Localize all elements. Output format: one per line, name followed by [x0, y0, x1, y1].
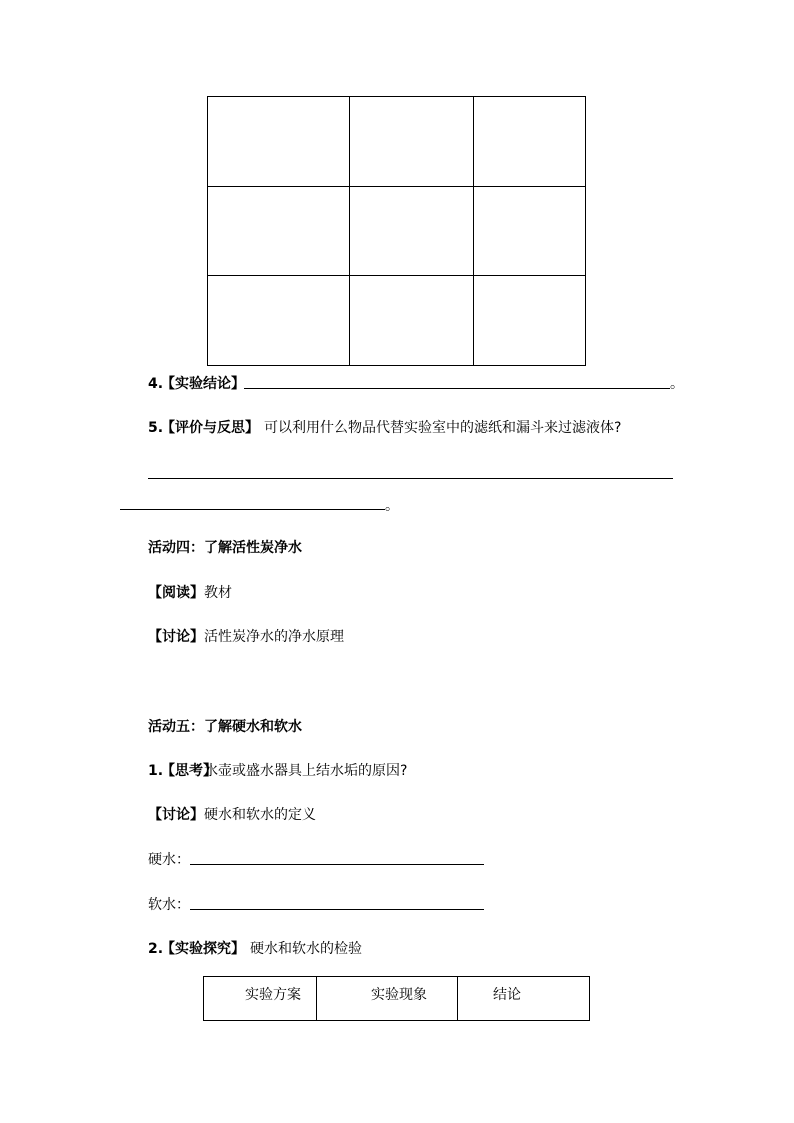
table-cell	[208, 276, 350, 366]
activity4-read-tag: 【阅读】	[148, 585, 204, 601]
table-header-cell	[204, 977, 317, 1021]
activity5-discuss-text: 硬水和软水的定义	[204, 807, 316, 823]
q4-end-mark: 。	[670, 376, 684, 392]
blank-answer-table	[207, 96, 586, 366]
table-cell	[474, 97, 586, 187]
activity5-think-text: 水壶或盛水器具上结水垢的原因?	[204, 763, 408, 779]
activity5-exp-number: 2.	[148, 941, 164, 957]
hard-water-label: 硬水：	[148, 852, 190, 868]
activity5-think-tag: 【思考】	[161, 763, 217, 779]
activity5-think-number: 1.	[148, 763, 164, 779]
soft-water-label: 软水：	[148, 897, 190, 913]
activity5-exp-tag: 【实验探究】	[161, 941, 245, 957]
q4-number: 4.	[148, 376, 164, 392]
activity5-discuss-tag: 【讨论】	[148, 807, 204, 823]
activity4-discuss-tag: 【讨论】	[148, 629, 204, 645]
activity4-read-text: 教材	[204, 585, 232, 601]
q5-answer-line-1	[148, 478, 673, 479]
q4-answer-line	[244, 388, 670, 389]
table-cell	[208, 97, 350, 187]
q5-end-mark: 。	[385, 498, 399, 514]
q5-answer-line-2	[120, 509, 385, 510]
table-cell	[350, 276, 474, 366]
q4-tag: 【实验结论】	[161, 376, 245, 392]
table-header-cell	[317, 977, 458, 1021]
activity4-title: 活动四：了解活性炭净水	[148, 540, 302, 556]
activity4-discuss-text: 活性炭净水的净水原理	[204, 629, 344, 645]
header-phenomenon: 实验现象	[371, 987, 427, 1003]
q5-number: 5.	[148, 420, 164, 436]
table-cell	[350, 97, 474, 187]
q5-tag: 【评价与反思】	[161, 420, 259, 436]
table-cell	[350, 187, 474, 276]
q5-question: 可以利用什么物品代替实验室中的滤纸和漏斗来过滤液体?	[264, 420, 622, 436]
table-cell	[208, 187, 350, 276]
activity5-title: 活动五：了解硬水和软水	[148, 719, 302, 735]
experiment-plan-table	[203, 976, 590, 1021]
table-cell	[474, 276, 586, 366]
header-conclusion: 结论	[493, 987, 521, 1003]
table-cell	[474, 187, 586, 276]
table-header-cell	[458, 977, 590, 1021]
activity5-exp-text: 硬水和软水的检验	[250, 941, 362, 957]
soft-water-answer-line	[190, 909, 484, 910]
header-plan: 实验方案	[245, 987, 301, 1003]
hard-water-answer-line	[190, 864, 484, 865]
